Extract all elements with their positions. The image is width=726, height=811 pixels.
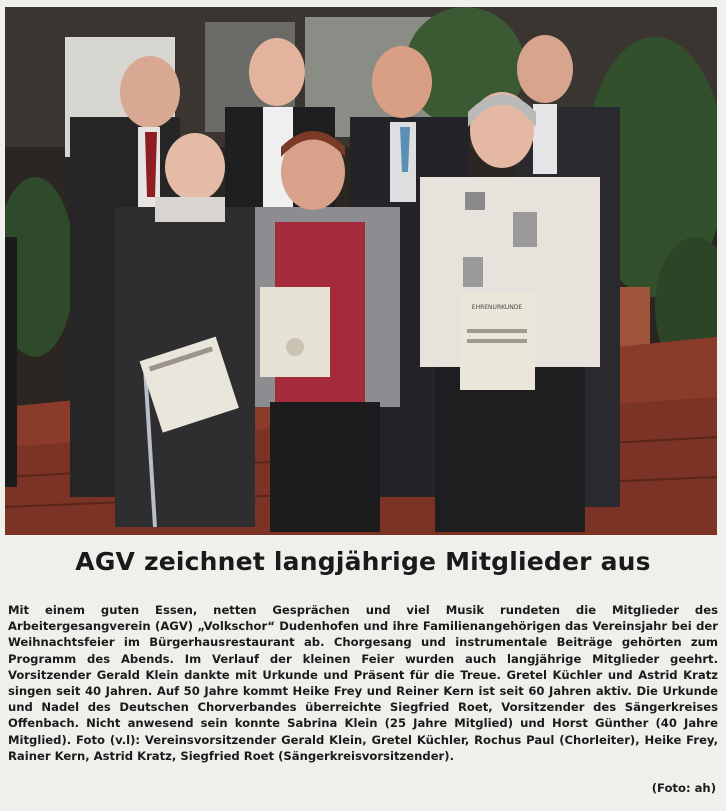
article-headline: AGV zeichnet langjährige Mitglieder aus (75, 547, 651, 576)
group-photo (5, 7, 717, 535)
certificate-heading: EHRENURKUNDE (471, 304, 523, 311)
photo-credit: (Foto: ah) (651, 781, 716, 795)
article-body: Mit einem guten Essen, netten Gesprächen und viel Musik rundeten die Mitglieder des Arbeitergesangverein (AGV) „Volkschor“ Dudenhofen und ihre Familienangehörigen das Vereinsjahr bei der Weihnachtsfeier im Bürgerhausrestaurant ab. Chorgesang und instrumentale Beiträge gehörten zum Programm des Abends. Im Verlauf der kleinen Feier wurden auch langjährige Mitglieder geehrt. Vorsitzender Gerald Klein dankte mit Urkunde und Präsent für die Treue. Gretel Küchler und Astrid Kratz singen seit 40 Jahren. Auf 50 Jahre kommt Heike Frey und Reiner Kern ist seit 60 Jahren aktiv. Die Urkunde und Nadel des Deutschen Chorverbandes überreichte Siegfried Roet, Vorsitzender des Sängerkreises Offenbach. Nicht anwesend sein konnte Sabrina Klein (25 Jahre Mitglied) und Horst Günther (40 Jahre Mitglied). Foto (v.l): Vereinsvorsitzender Gerald Klein, Gretel Küchler, Rochus Paul (Chorleiter), Heike Frey, Rainer Kern, Astrid Kratz, Siegfried Roet (Sängerkreisvorsitzender). (8, 603, 718, 763)
group-photo-illustration (5, 7, 717, 535)
